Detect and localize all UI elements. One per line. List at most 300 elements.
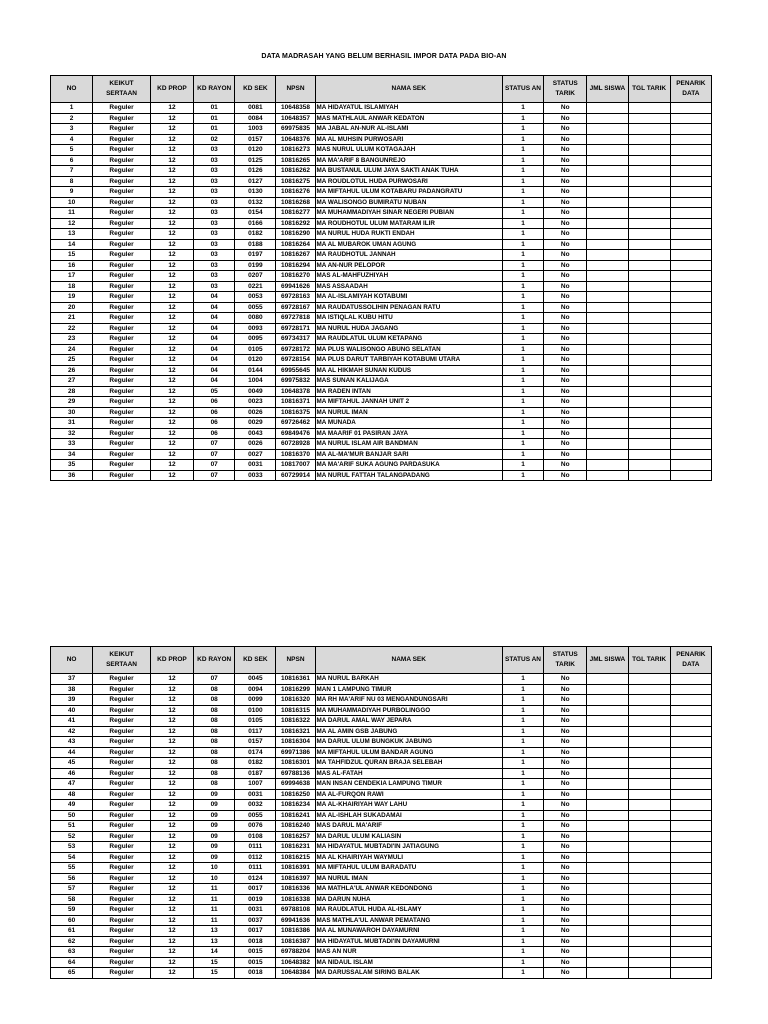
col-header-status-an: STATUS AN: [502, 76, 543, 103]
cell-no: 61: [51, 926, 93, 937]
table-row: [51, 968, 712, 979]
cell-status-an: 1: [502, 323, 543, 334]
cell-jml-siswa: [587, 428, 628, 439]
cell-tgl-tarik: [628, 957, 670, 968]
cell-penarik-data: [670, 365, 711, 376]
cell-npsn: 10816268: [276, 197, 315, 208]
cell-tgl-tarik: [628, 915, 670, 926]
cell-kd-prop: 12: [150, 779, 193, 790]
col-header-kd-rayon: KD RAYON: [194, 76, 235, 103]
cell-kd-sek: 0099: [235, 695, 276, 706]
cell-penarik-data: [670, 470, 711, 481]
cell-status-an: 1: [502, 800, 543, 811]
cell-penarik-data: [670, 863, 711, 874]
cell-penarik-data: [670, 271, 711, 282]
cell-no: 64: [51, 957, 93, 968]
cell-kd-prop: 12: [150, 968, 193, 979]
cell-kd-prop: 12: [150, 768, 193, 779]
cell-kd-sek: 0017: [235, 884, 276, 895]
cell-no: 9: [51, 187, 93, 198]
cell-kd-prop: 12: [150, 334, 193, 345]
table-row: [51, 947, 712, 958]
col-header-tgl-tarik: TGL TARIK: [628, 647, 670, 674]
cell-jml-siswa: [587, 302, 628, 313]
cell-npsn: 10816234: [276, 800, 315, 811]
cell-npsn: 69788108: [276, 905, 315, 916]
cell-kd-rayon: 09: [194, 800, 235, 811]
cell-no: 31: [51, 418, 93, 429]
cell-kd-prop: 12: [150, 386, 193, 397]
cell-keikutsertaan: Reguler: [93, 113, 151, 124]
cell-kd-sek: 0117: [235, 726, 276, 737]
cell-nama-sek: MA DARUL ULUM KALIASIN: [315, 831, 502, 842]
cell-keikutsertaan: Reguler: [93, 260, 151, 271]
cell-kd-prop: 12: [150, 260, 193, 271]
cell-status-tarik: No: [544, 334, 587, 345]
table-row: [51, 271, 712, 282]
col-header-penarik-data: PENARIK DATA: [670, 76, 711, 103]
cell-no: 8: [51, 176, 93, 187]
cell-keikutsertaan: Reguler: [93, 968, 151, 979]
cell-kd-rayon: 04: [194, 365, 235, 376]
cell-status-an: 1: [502, 313, 543, 324]
table-row: [51, 449, 712, 460]
cell-status-tarik: No: [544, 218, 587, 229]
cell-keikutsertaan: Reguler: [93, 365, 151, 376]
cell-status-an: 1: [502, 957, 543, 968]
cell-jml-siswa: [587, 365, 628, 376]
cell-keikutsertaan: Reguler: [93, 323, 151, 334]
cell-keikutsertaan: Reguler: [93, 344, 151, 355]
cell-tgl-tarik: [628, 460, 670, 471]
cell-no: 57: [51, 884, 93, 895]
cell-status-an: 1: [502, 260, 543, 271]
table-row: [51, 355, 712, 366]
cell-tgl-tarik: [628, 926, 670, 937]
cell-nama-sek: MAS AN NUR: [315, 947, 502, 958]
cell-kd-prop: 12: [150, 103, 193, 114]
cell-kd-sek: 0108: [235, 831, 276, 842]
cell-kd-sek: 0084: [235, 113, 276, 124]
cell-kd-sek: 0154: [235, 208, 276, 219]
table-row: [51, 155, 712, 166]
table-row: [51, 747, 712, 758]
cell-kd-rayon: 06: [194, 407, 235, 418]
cell-nama-sek: MA NIDAUL ISLAM: [315, 957, 502, 968]
cell-status-tarik: No: [544, 810, 587, 821]
cell-kd-sek: 0045: [235, 674, 276, 685]
cell-no: 25: [51, 355, 93, 366]
cell-tgl-tarik: [628, 166, 670, 177]
cell-status-tarik: No: [544, 260, 587, 271]
cell-nama-sek: MA RAUDLATUL HUDA AL-ISLAMY: [315, 905, 502, 916]
cell-no: 14: [51, 239, 93, 250]
cell-nama-sek: MA AL MUBAROK UMAN AGUNG: [315, 239, 502, 250]
cell-status-an: 1: [502, 674, 543, 685]
cell-nama-sek: MA DARUL AMAL WAY JEPARA: [315, 716, 502, 727]
cell-status-an: 1: [502, 271, 543, 282]
cell-npsn: 10816265: [276, 155, 315, 166]
cell-keikutsertaan: Reguler: [93, 873, 151, 884]
cell-jml-siswa: [587, 905, 628, 916]
cell-no: 46: [51, 768, 93, 779]
cell-nama-sek: MA AL-ISHLAH SUKADAMAI: [315, 810, 502, 821]
cell-kd-rayon: 09: [194, 852, 235, 863]
cell-kd-sek: 1003: [235, 124, 276, 135]
cell-no: 33: [51, 439, 93, 450]
cell-tgl-tarik: [628, 292, 670, 303]
cell-npsn: 10816277: [276, 208, 315, 219]
cell-tgl-tarik: [628, 800, 670, 811]
table-row: [51, 936, 712, 947]
cell-kd-prop: 12: [150, 842, 193, 853]
cell-keikutsertaan: Reguler: [93, 292, 151, 303]
cell-penarik-data: [670, 968, 711, 979]
cell-penarik-data: [670, 260, 711, 271]
cell-keikutsertaan: Reguler: [93, 810, 151, 821]
cell-jml-siswa: [587, 250, 628, 261]
cell-nama-sek: MA AL HIKMAH SUNAN KUDUS: [315, 365, 502, 376]
table-row: [51, 768, 712, 779]
cell-npsn: 10816264: [276, 239, 315, 250]
cell-keikutsertaan: Reguler: [93, 821, 151, 832]
table-header-row: [51, 76, 712, 103]
table-row: [51, 873, 712, 884]
cell-jml-siswa: [587, 716, 628, 727]
cell-status-tarik: No: [544, 926, 587, 937]
cell-penarik-data: [670, 705, 711, 716]
cell-kd-sek: 0207: [235, 271, 276, 282]
cell-tgl-tarik: [628, 197, 670, 208]
cell-kd-rayon: 04: [194, 323, 235, 334]
cell-kd-prop: 12: [150, 166, 193, 177]
cell-status-an: 1: [502, 449, 543, 460]
cell-kd-rayon: 06: [194, 428, 235, 439]
cell-no: 47: [51, 779, 93, 790]
cell-jml-siswa: [587, 407, 628, 418]
cell-no: 12: [51, 218, 93, 229]
cell-status-an: 1: [502, 386, 543, 397]
cell-kd-rayon: 05: [194, 386, 235, 397]
cell-status-an: 1: [502, 187, 543, 198]
cell-kd-sek: 0111: [235, 863, 276, 874]
cell-kd-prop: 12: [150, 376, 193, 387]
cell-tgl-tarik: [628, 439, 670, 450]
cell-keikutsertaan: Reguler: [93, 124, 151, 135]
cell-nama-sek: MA RAUDHOTUL JANNAH: [315, 250, 502, 261]
table-row: [51, 229, 712, 240]
cell-kd-prop: 12: [150, 460, 193, 471]
cell-keikutsertaan: Reguler: [93, 397, 151, 408]
cell-kd-rayon: 08: [194, 768, 235, 779]
cell-status-tarik: No: [544, 323, 587, 334]
cell-tgl-tarik: [628, 842, 670, 853]
cell-keikutsertaan: Reguler: [93, 884, 151, 895]
cell-jml-siswa: [587, 800, 628, 811]
cell-tgl-tarik: [628, 407, 670, 418]
cell-kd-rayon: 04: [194, 376, 235, 387]
cell-kd-sek: 0100: [235, 705, 276, 716]
table-row: [51, 716, 712, 727]
cell-no: 42: [51, 726, 93, 737]
cell-status-an: 1: [502, 905, 543, 916]
cell-keikutsertaan: Reguler: [93, 166, 151, 177]
cell-status-tarik: No: [544, 439, 587, 450]
cell-penarik-data: [670, 386, 711, 397]
cell-kd-sek: 0182: [235, 229, 276, 240]
col-header-kd-sek: KD SEK: [235, 647, 276, 674]
cell-keikutsertaan: Reguler: [93, 905, 151, 916]
cell-kd-rayon: 15: [194, 957, 235, 968]
cell-tgl-tarik: [628, 905, 670, 916]
cell-status-an: 1: [502, 768, 543, 779]
cell-nama-sek: MA PLUS WALISONGO ABUNG SELATAN: [315, 344, 502, 355]
table-row: [51, 113, 712, 124]
table-row: [51, 789, 712, 800]
cell-status-an: 1: [502, 208, 543, 219]
cell-penarik-data: [670, 747, 711, 758]
cell-no: 32: [51, 428, 93, 439]
cell-kd-prop: 12: [150, 187, 193, 198]
cell-status-an: 1: [502, 197, 543, 208]
table-row: [51, 292, 712, 303]
cell-kd-sek: 0019: [235, 894, 276, 905]
cell-keikutsertaan: Reguler: [93, 947, 151, 958]
cell-penarik-data: [670, 716, 711, 727]
cell-kd-sek: 0018: [235, 936, 276, 947]
cell-keikutsertaan: Reguler: [93, 800, 151, 811]
cell-nama-sek: MA RAUDLATUL ULUM KETAPANG: [315, 334, 502, 345]
cell-npsn: 10816336: [276, 884, 315, 895]
cell-nama-sek: MAS AL-MAHFUZHIYAH: [315, 271, 502, 282]
cell-status-an: 1: [502, 229, 543, 240]
cell-status-tarik: No: [544, 166, 587, 177]
cell-npsn: 10816215: [276, 852, 315, 863]
cell-npsn: 10816276: [276, 187, 315, 198]
cell-penarik-data: [670, 926, 711, 937]
cell-nama-sek: MA HIDAYATUL MUBTADI'IN JATIAGUNG: [315, 842, 502, 853]
cell-npsn: 10816391: [276, 863, 315, 874]
cell-kd-prop: 12: [150, 747, 193, 758]
cell-keikutsertaan: Reguler: [93, 747, 151, 758]
cell-status-tarik: No: [544, 768, 587, 779]
cell-status-tarik: No: [544, 936, 587, 947]
cell-jml-siswa: [587, 239, 628, 250]
cell-tgl-tarik: [628, 376, 670, 387]
cell-status-tarik: No: [544, 302, 587, 313]
cell-status-an: 1: [502, 873, 543, 884]
col-header-no: NO: [51, 647, 93, 674]
cell-penarik-data: [670, 166, 711, 177]
cell-status-tarik: No: [544, 695, 587, 706]
cell-kd-prop: 12: [150, 397, 193, 408]
cell-status-an: 1: [502, 103, 543, 114]
cell-npsn: 10816304: [276, 737, 315, 748]
cell-tgl-tarik: [628, 737, 670, 748]
cell-npsn: 10816371: [276, 397, 315, 408]
cell-kd-sek: 0018: [235, 968, 276, 979]
cell-npsn: 10816321: [276, 726, 315, 737]
cell-kd-rayon: 01: [194, 103, 235, 114]
cell-nama-sek: MA NURUL ISLAM AIR BANDMAN: [315, 439, 502, 450]
cell-kd-prop: 12: [150, 134, 193, 145]
cell-status-tarik: No: [544, 842, 587, 853]
cell-status-an: 1: [502, 947, 543, 958]
cell-keikutsertaan: Reguler: [93, 768, 151, 779]
cell-no: 35: [51, 460, 93, 471]
cell-keikutsertaan: Reguler: [93, 852, 151, 863]
cell-keikutsertaan: Reguler: [93, 229, 151, 240]
cell-jml-siswa: [587, 873, 628, 884]
cell-kd-sek: 0112: [235, 852, 276, 863]
cell-npsn: 10816315: [276, 705, 315, 716]
cell-jml-siswa: [587, 166, 628, 177]
cell-kd-sek: 0055: [235, 810, 276, 821]
cell-penarik-data: [670, 884, 711, 895]
cell-status-an: 1: [502, 684, 543, 695]
cell-tgl-tarik: [628, 155, 670, 166]
cell-npsn: 10816267: [276, 250, 315, 261]
cell-no: 43: [51, 737, 93, 748]
cell-jml-siswa: [587, 103, 628, 114]
cell-penarik-data: [670, 376, 711, 387]
cell-npsn: 69975832: [276, 376, 315, 387]
cell-kd-sek: 0124: [235, 873, 276, 884]
cell-no: 41: [51, 716, 93, 727]
cell-jml-siswa: [587, 674, 628, 685]
table-row: [51, 260, 712, 271]
cell-nama-sek: MA MA'ARIF SUKA AGUNG PARDASUKA: [315, 460, 502, 471]
cell-jml-siswa: [587, 947, 628, 958]
cell-tgl-tarik: [628, 134, 670, 145]
cell-kd-sek: 0026: [235, 439, 276, 450]
cell-no: 19: [51, 292, 93, 303]
table-row: [51, 239, 712, 250]
cell-keikutsertaan: Reguler: [93, 831, 151, 842]
cell-npsn: 10816361: [276, 674, 315, 685]
table-row: [51, 407, 712, 418]
cell-nama-sek: MA NURUL HUDA RUKTI ENDAH: [315, 229, 502, 240]
table-header-row: [51, 647, 712, 674]
table-row: [51, 344, 712, 355]
cell-kd-prop: 12: [150, 684, 193, 695]
cell-tgl-tarik: [628, 281, 670, 292]
cell-keikutsertaan: Reguler: [93, 737, 151, 748]
cell-jml-siswa: [587, 810, 628, 821]
cell-tgl-tarik: [628, 779, 670, 790]
cell-nama-sek: MA JABAL AN-NUR AL-ISLAMI: [315, 124, 502, 135]
cell-jml-siswa: [587, 397, 628, 408]
table-row: [51, 810, 712, 821]
table-row: [51, 470, 712, 481]
cell-npsn: 60728928: [276, 439, 315, 450]
cell-kd-sek: 0093: [235, 323, 276, 334]
cell-kd-rayon: 03: [194, 208, 235, 219]
cell-nama-sek: MA NURUL BARKAH: [315, 674, 502, 685]
cell-npsn: 10816370: [276, 449, 315, 460]
cell-status-tarik: No: [544, 716, 587, 727]
cell-tgl-tarik: [628, 176, 670, 187]
cell-nama-sek: MA MIFTAHUL JANNAH UNIT 2: [315, 397, 502, 408]
cell-penarik-data: [670, 905, 711, 916]
cell-status-tarik: No: [544, 968, 587, 979]
cell-jml-siswa: [587, 313, 628, 324]
cell-kd-rayon: 03: [194, 239, 235, 250]
cell-status-tarik: No: [544, 103, 587, 114]
cell-penarik-data: [670, 873, 711, 884]
cell-status-an: 1: [502, 810, 543, 821]
cell-nama-sek: MA DARUL ULUM BUNGKUK JABUNG: [315, 737, 502, 748]
cell-status-an: 1: [502, 418, 543, 429]
cell-status-tarik: No: [544, 155, 587, 166]
cell-tgl-tarik: [628, 229, 670, 240]
cell-keikutsertaan: Reguler: [93, 197, 151, 208]
cell-kd-prop: 12: [150, 124, 193, 135]
cell-status-an: 1: [502, 747, 543, 758]
cell-jml-siswa: [587, 852, 628, 863]
cell-nama-sek: MA AL AMIN GSB JABUNG: [315, 726, 502, 737]
cell-npsn: 69849476: [276, 428, 315, 439]
cell-kd-prop: 12: [150, 208, 193, 219]
cell-tgl-tarik: [628, 705, 670, 716]
cell-status-tarik: No: [544, 134, 587, 145]
cell-nama-sek: MA MA'ARIF 8 BANGUNREJO: [315, 155, 502, 166]
table-row: [51, 684, 712, 695]
cell-kd-rayon: 03: [194, 197, 235, 208]
cell-tgl-tarik: [628, 852, 670, 863]
cell-kd-rayon: 09: [194, 821, 235, 832]
cell-tgl-tarik: [628, 695, 670, 706]
cell-npsn: 69728154: [276, 355, 315, 366]
cell-nama-sek: MA AL-FURQON RAWI: [315, 789, 502, 800]
cell-penarik-data: [670, 250, 711, 261]
cell-status-tarik: No: [544, 957, 587, 968]
cell-kd-sek: 1004: [235, 376, 276, 387]
cell-nama-sek: MA NURUL IMAN: [315, 407, 502, 418]
cell-tgl-tarik: [628, 863, 670, 874]
cell-penarik-data: [670, 176, 711, 187]
table-row: [51, 323, 712, 334]
cell-kd-sek: 1007: [235, 779, 276, 790]
cell-nama-sek: MA AL MUNAWAROH DAYAMURNI: [315, 926, 502, 937]
cell-keikutsertaan: Reguler: [93, 460, 151, 471]
cell-kd-sek: 0095: [235, 334, 276, 345]
cell-tgl-tarik: [628, 124, 670, 135]
cell-kd-prop: 12: [150, 905, 193, 916]
cell-kd-rayon: 08: [194, 716, 235, 727]
table-row: [51, 821, 712, 832]
table-row: [51, 460, 712, 471]
table-row: [51, 695, 712, 706]
cell-kd-rayon: 02: [194, 134, 235, 145]
cell-kd-sek: 0094: [235, 684, 276, 695]
cell-nama-sek: MA DARUSSALAM SIRING BALAK: [315, 968, 502, 979]
cell-status-tarik: No: [544, 428, 587, 439]
cell-kd-prop: 12: [150, 439, 193, 450]
cell-tgl-tarik: [628, 894, 670, 905]
cell-kd-sek: 0027: [235, 449, 276, 460]
cell-npsn: 10816301: [276, 758, 315, 769]
cell-status-an: 1: [502, 176, 543, 187]
cell-kd-prop: 12: [150, 355, 193, 366]
cell-kd-sek: 0032: [235, 800, 276, 811]
cell-no: 40: [51, 705, 93, 716]
cell-kd-rayon: 07: [194, 439, 235, 450]
cell-kd-prop: 12: [150, 218, 193, 229]
cell-kd-prop: 12: [150, 821, 193, 832]
cell-penarik-data: [670, 821, 711, 832]
cell-nama-sek: MA MUNADA: [315, 418, 502, 429]
